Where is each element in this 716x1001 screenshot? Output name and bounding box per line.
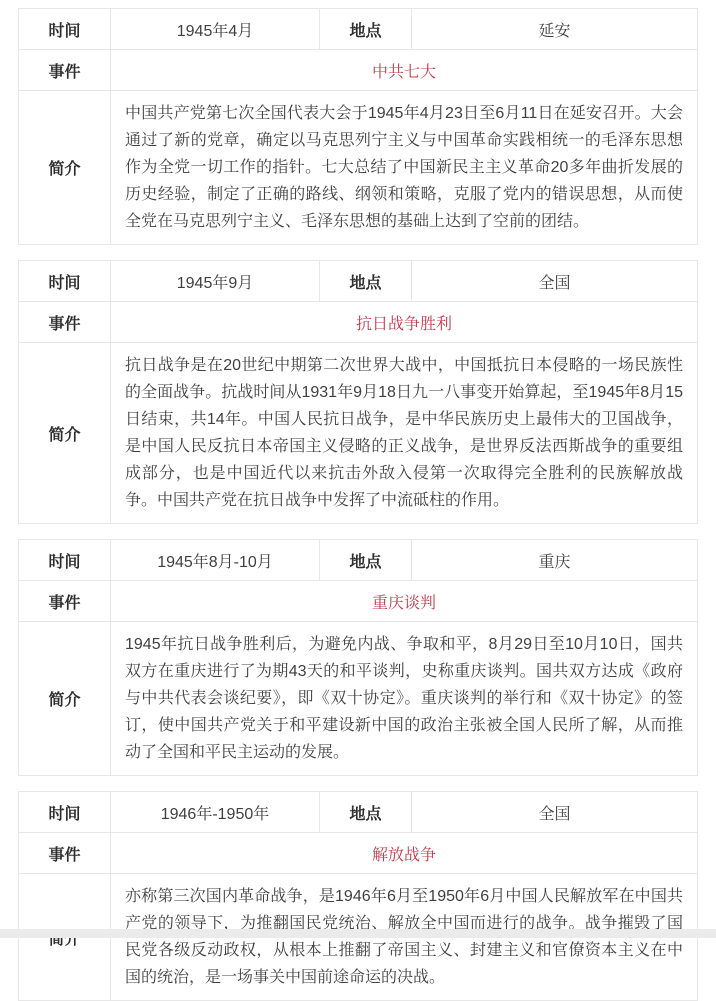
event-table-3 [18, 539, 698, 776]
event-value: 抗日战争胜利 [111, 302, 698, 343]
intro-label: 简介 [19, 874, 111, 1001]
location-label: 地点 [320, 9, 412, 50]
time-value: 1945年8月-10月 [111, 540, 320, 581]
intro-label: 简介 [19, 91, 111, 245]
event-label: 事件 [19, 833, 111, 874]
intro-label: 简介 [19, 343, 111, 524]
intro-text: 抗日战争是在20世纪中期第二次世界大战中，中国抵抗日本侵略的一场民族性的全面战争。抗战时间从1931年9月18日九一八事变开始算起，至1945年8月15日结束，共14年。中国人民抗日战争，是中华民族历史上最伟大的卫国战争，是中国人民反抗日本帝国主义侵略的正义战争，是世界反法西斯战争的重要组成部分，也是中国近代以来抗击外敌入侵第一次取得完全胜利的民族解放战争。中国共产党在抗日战争中发挥了中流砥柱的作用。 [111, 343, 698, 524]
event-table-2 [18, 260, 698, 524]
table-row [19, 622, 698, 776]
table-row [19, 540, 698, 581]
intro-text: 亦称第三次国内革命战争，是1946年6月至1950年6月中国人民解放军在中国共产党的领导下，为推翻国民党统治、解放全中国而进行的战争。战争摧毁了国民党各级反动政权，从根本上推翻了帝国主义、封建主义和官僚资本主义在中国的统治，是一场事关中国前途命运的决战。 [111, 874, 698, 1001]
intro-text: 中国共产党第七次全国代表大会于1945年4月23日至6月11日在延安召开。大会通过了新的党章，确定以马克思列宁主义与中国革命实践相统一的毛泽东思想作为全党一切工作的指针。七大总结了中国新民主主义革命20多年曲折发展的历史经验，制定了正确的路线、纲领和策略，克服了党内的错误思想，从而使全党在马克思列宁主义、毛泽东思想的基础上达到了空前的团结。 [111, 91, 698, 245]
location-label: 地点 [320, 261, 412, 302]
location-value: 全国 [412, 792, 698, 833]
table-row [19, 343, 698, 524]
table-row [19, 9, 698, 50]
location-value: 重庆 [412, 540, 698, 581]
table-row [19, 302, 698, 343]
location-label: 地点 [320, 792, 412, 833]
table-row [19, 261, 698, 302]
time-value: 1945年9月 [111, 261, 320, 302]
table-row [19, 581, 698, 622]
table-row [19, 833, 698, 874]
event-value: 中共七大 [111, 50, 698, 91]
table-row [19, 50, 698, 91]
time-label: 时间 [19, 9, 111, 50]
event-table-1 [18, 8, 698, 245]
time-value: 1946年-1950年 [111, 792, 320, 833]
event-label: 事件 [19, 581, 111, 622]
location-value: 全国 [412, 261, 698, 302]
location-value: 延安 [412, 9, 698, 50]
table-row [19, 792, 698, 833]
page-bottom-divider [0, 929, 716, 938]
event-value: 重庆谈判 [111, 581, 698, 622]
event-value: 解放战争 [111, 833, 698, 874]
event-label: 事件 [19, 302, 111, 343]
intro-text: 1945年抗日战争胜利后，为避免内战、争取和平，8月29日至10月10日，国共双方在重庆进行了为期43天的和平谈判，史称重庆谈判。国共双方达成《政府与中共代表会谈纪要》，即《双十协定》。重庆谈判的举行和《双十协定》的签订，使中国共产党关于和平建设新中国的政治主张被全国人民所了解，从而推动了全国和平民主运动的发展。 [111, 622, 698, 776]
event-table-4 [18, 791, 698, 1001]
time-label: 时间 [19, 540, 111, 581]
event-label: 事件 [19, 50, 111, 91]
time-label: 时间 [19, 792, 111, 833]
time-label: 时间 [19, 261, 111, 302]
intro-label: 简介 [19, 622, 111, 776]
time-value: 1945年4月 [111, 9, 320, 50]
table-row [19, 91, 698, 245]
location-label: 地点 [320, 540, 412, 581]
